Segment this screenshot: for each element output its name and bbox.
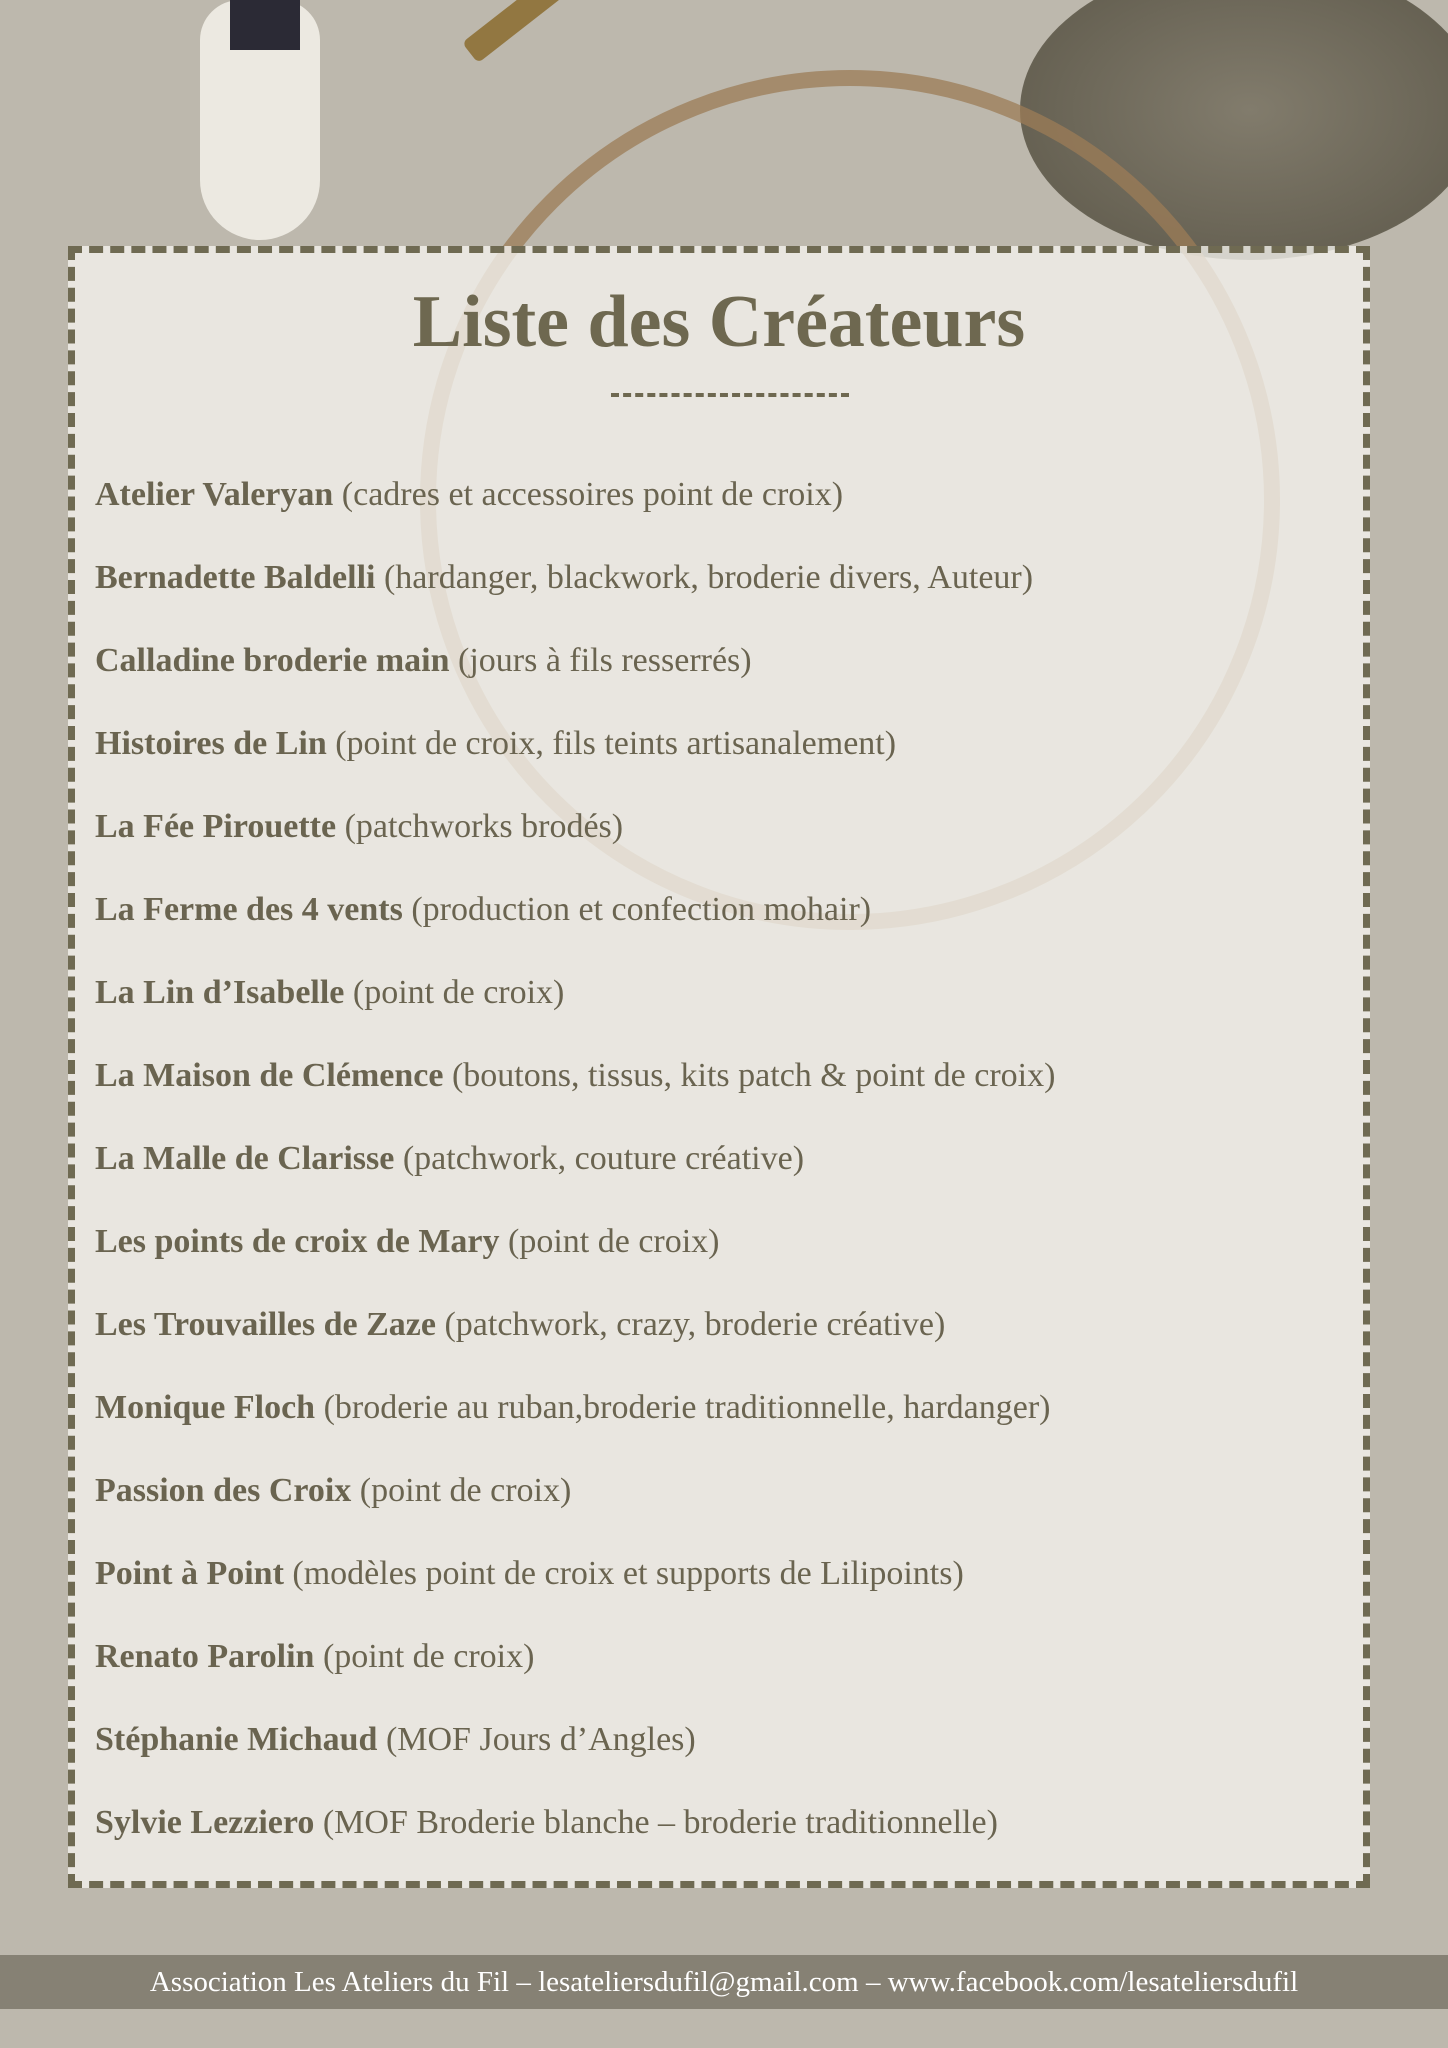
creator-name: La Malle de Clarisse [95, 1140, 395, 1177]
creator-specialty: (modèles point de croix et supports de Lilipoints) [292, 1555, 964, 1592]
creator-specialty: (point de croix) [359, 1472, 572, 1509]
list-item [95, 1117, 1055, 1200]
creator-specialty: (point de croix) [322, 1638, 535, 1675]
creator-name: La Maison de Clémence [95, 1057, 444, 1094]
list-item [95, 1532, 1055, 1615]
list-item [95, 619, 1055, 702]
list-item [95, 453, 1055, 536]
creator-specialty: (MOF Broderie blanche – broderie traditionnelle) [322, 1804, 998, 1841]
list-item [95, 1781, 1055, 1864]
creator-name: La Fée Pirouette [95, 808, 337, 845]
list-item [95, 1698, 1055, 1781]
creator-specialty: (jours à fils resserrés) [458, 642, 752, 679]
creators-panel [68, 246, 1370, 1888]
creator-name: Point à Point [95, 1555, 284, 1592]
list-item [95, 702, 1055, 785]
creator-name: Histoires de Lin [95, 725, 327, 762]
creator-name: Passion des Croix [95, 1472, 352, 1509]
creator-specialty: (point de croix, fils teints artisanalement) [335, 725, 897, 762]
creator-specialty: (MOF Jours d’Angles) [385, 1721, 696, 1758]
creator-name: La Ferme des 4 vents [95, 891, 403, 928]
creator-specialty: (patchwork, crazy, broderie créative) [444, 1306, 946, 1343]
list-item [95, 1449, 1055, 1532]
list-item [95, 1366, 1055, 1449]
creator-specialty: (hardanger, blackwork, broderie divers, Auteur) [383, 559, 1034, 596]
creator-name: Renato Parolin [95, 1638, 315, 1675]
creator-specialty: (patchwork, couture créative) [402, 1140, 805, 1177]
creator-name: Les points de croix de Mary [95, 1223, 500, 1260]
list-item [95, 536, 1055, 619]
creator-name: La Lin d’Isabelle [95, 974, 345, 1011]
footer-contact: Association Les Ateliers du Fil – lesateliersdufil@gmail.com – www.facebook.com/lesateliersdufil [149, 1966, 1299, 1998]
footer-bar [0, 1955, 1448, 2009]
creator-name: Sylvie Lezziero [95, 1804, 315, 1841]
list-item [95, 1283, 1055, 1366]
creator-specialty: (point de croix) [508, 1223, 720, 1260]
creator-specialty: (point de croix) [352, 974, 565, 1011]
list-item [95, 868, 1055, 951]
creator-name: Les Trouvailles de Zaze [95, 1306, 436, 1343]
creator-name: Stéphanie Michaud [95, 1721, 378, 1758]
title-divider [611, 393, 849, 397]
page-title: Liste des Créateurs [412, 281, 1026, 363]
skein-label-decoration [230, 0, 300, 50]
list-item [95, 951, 1055, 1034]
list-item [95, 1615, 1055, 1698]
list-item [95, 785, 1055, 868]
creator-specialty: (broderie au ruban,broderie traditionnelle, hardanger) [323, 1389, 1051, 1426]
creator-name: Atelier Valeryan [95, 476, 334, 513]
list-item [95, 1200, 1055, 1283]
creator-name: Monique Floch [95, 1389, 316, 1426]
creator-specialty: (boutons, tissus, kits patch & point de croix) [451, 1057, 1056, 1094]
creator-name: Calladine broderie main [95, 642, 450, 679]
creator-specialty: (production et confection mohair) [411, 891, 872, 928]
list-item [95, 1034, 1055, 1117]
creator-list [95, 453, 1055, 1864]
creator-name: Bernadette Baldelli [95, 559, 376, 596]
creator-specialty: (patchworks brodés) [344, 808, 624, 845]
creator-specialty: (cadres et accessoires point de croix) [341, 476, 844, 513]
